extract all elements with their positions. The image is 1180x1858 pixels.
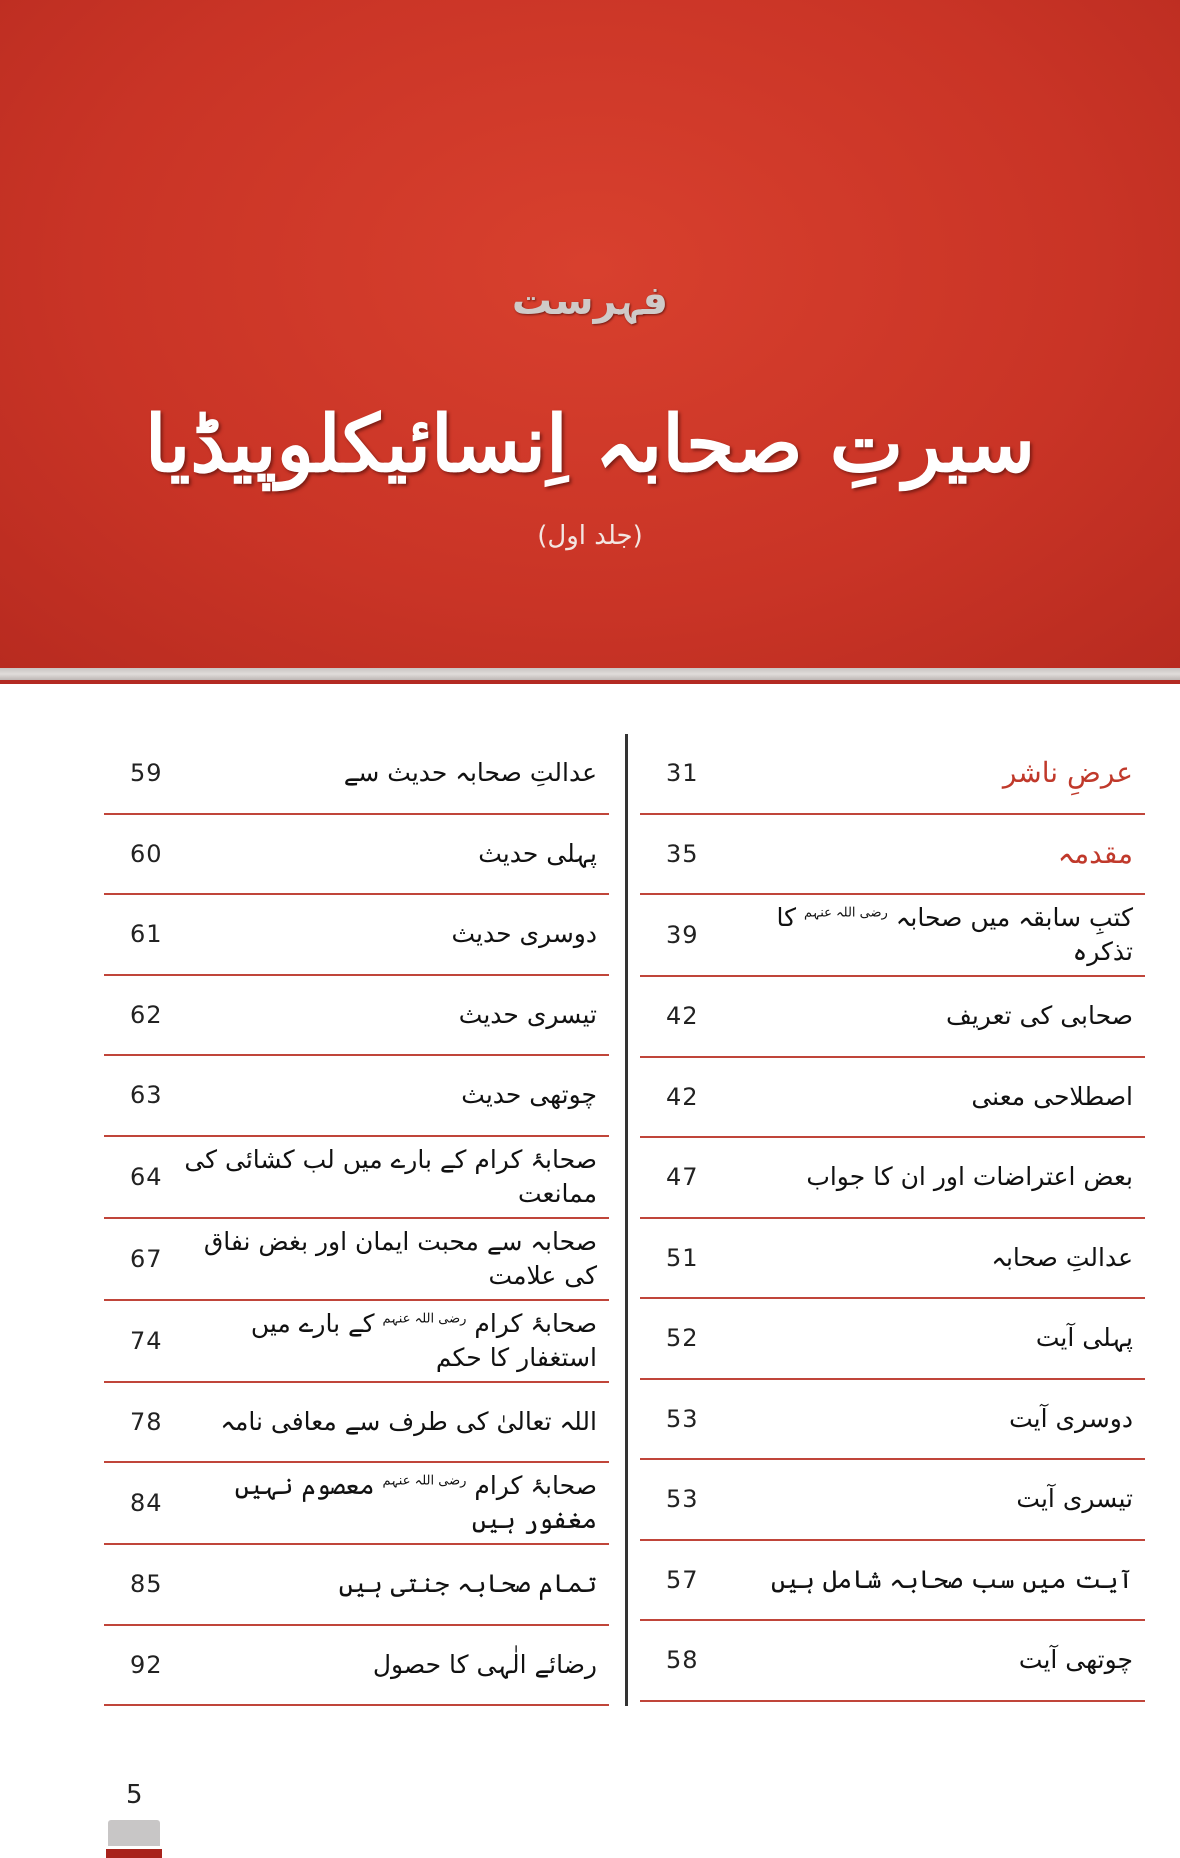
toc-entry[interactable]: [104, 1137, 609, 1219]
toc-entry-page: 64: [130, 1162, 163, 1191]
toc-entry-title: [176, 1307, 609, 1375]
entry-title-text: عدالتِ صحابہ حدیث سے: [343, 758, 597, 788]
page-tab-decoration: [108, 1820, 160, 1846]
entry-title-text: تمام صحابہ جنتی ہیں: [338, 1569, 597, 1599]
toc-entry-title: [712, 1080, 1145, 1114]
honorific: رضی اللہ عنہم: [382, 1473, 467, 1489]
toc-entry-title: [176, 1648, 609, 1682]
toc-entry-page: 59: [130, 759, 163, 788]
toc-entry[interactable]: [640, 1219, 1145, 1300]
header-banner: [0, 0, 1180, 668]
toc-entry-title: [712, 999, 1145, 1033]
toc-entry-title: [176, 756, 609, 790]
table-of-contents: [104, 734, 1145, 1706]
toc-entry-title: [712, 1402, 1145, 1436]
toc-entry[interactable]: [104, 1463, 609, 1545]
entry-title-text: چوتھی آیت: [1018, 1645, 1133, 1675]
toc-entry[interactable]: [104, 1383, 609, 1464]
toc-entry[interactable]: [640, 1058, 1145, 1139]
entry-title-text: صحابۂ کرام: [474, 1471, 597, 1500]
entry-title-text: مقدمہ: [1057, 836, 1133, 870]
toc-entry-title: [176, 837, 609, 871]
toc-entry-page: 62: [130, 1000, 163, 1029]
entry-title-text: دوسری آیت: [1009, 1403, 1133, 1433]
entry-title-text: اللہ تعالیٰ کی طرف سے معافی نامہ: [220, 1406, 597, 1436]
toc-entry-title: [712, 1241, 1145, 1275]
toc-entry-title: [712, 837, 1145, 871]
toc-entry-page: 58: [666, 1646, 699, 1675]
toc-entry-title: [712, 1321, 1145, 1355]
toc-entry-page: 42: [666, 1082, 699, 1111]
toc-entry-title: [176, 998, 609, 1032]
book-title: سیرتِ صحابہ اِنسائیکلوپیڈیا: [144, 399, 1036, 490]
toc-column-right: [640, 734, 1145, 1706]
toc-entry-page: 63: [130, 1081, 163, 1110]
toc-entry[interactable]: [640, 815, 1145, 896]
toc-entry-title: [176, 917, 609, 951]
toc-entry-page: 78: [130, 1407, 163, 1436]
toc-entry[interactable]: [640, 1541, 1145, 1622]
contents-label: فہرست: [511, 278, 669, 324]
toc-entry-page: 92: [130, 1650, 163, 1679]
honorific: رضی اللہ عنہم: [803, 905, 888, 921]
header-red-rule: [0, 680, 1180, 684]
toc-entry[interactable]: [640, 1380, 1145, 1461]
toc-entry[interactable]: [640, 1138, 1145, 1219]
column-divider: [625, 734, 628, 1706]
toc-entry[interactable]: [104, 1301, 609, 1383]
toc-entry-page: 31: [666, 759, 699, 788]
entry-title-end: معصوم نہیں مغفور ہیں: [234, 1471, 597, 1534]
toc-entry-page: 51: [666, 1243, 699, 1272]
toc-entry[interactable]: [104, 976, 609, 1057]
toc-entry[interactable]: [104, 1626, 609, 1707]
entry-title-end: کا تذکرہ: [776, 903, 1133, 966]
toc-entry-title: [712, 1482, 1145, 1516]
entry-title-text: پہلی آیت: [1035, 1323, 1133, 1353]
toc-entry-page: 61: [130, 920, 163, 949]
header-grey-band: [0, 668, 1180, 680]
toc-entry[interactable]: [640, 1621, 1145, 1702]
toc-entry-page: 84: [130, 1489, 163, 1517]
toc-entry-title: [712, 901, 1145, 969]
toc-entry-page: 74: [130, 1326, 163, 1355]
toc-entry-title: [712, 1563, 1145, 1597]
toc-entry[interactable]: [104, 895, 609, 976]
toc-entry-page: 35: [666, 839, 699, 868]
entry-title-text: دوسری حدیث: [451, 919, 597, 949]
toc-entry-page: 42: [666, 1002, 699, 1031]
toc-entry-title: [176, 1405, 609, 1439]
toc-entry[interactable]: [640, 734, 1145, 815]
toc-entry-title: [712, 756, 1145, 790]
entry-title-text: کتبِ سابقہ میں صحابہ: [895, 903, 1133, 932]
entry-title-text: اصطلاحی معنی: [971, 1081, 1133, 1111]
toc-entry[interactable]: [640, 895, 1145, 977]
entry-title-text: صحابہ سے محبت ایمان اور بغض نفاق کی علامت: [203, 1226, 597, 1290]
toc-column-left: [104, 734, 609, 1706]
toc-entry[interactable]: [104, 1219, 609, 1301]
entry-title-text: رضائے الٰہی کا حصول: [372, 1649, 597, 1679]
entry-title-text: صحابی کی تعریف: [945, 1001, 1133, 1031]
honorific: رضی اللہ عنہم: [382, 1311, 467, 1327]
toc-entry[interactable]: [104, 734, 609, 815]
entry-title-text: بعض اعتراضات اور ان کا جواب: [806, 1162, 1133, 1192]
entry-title-text: عرضِ ناشر: [1002, 756, 1133, 790]
entry-title-text: آیت میں سب صحابہ شامل ہیں: [771, 1564, 1133, 1594]
toc-entry-page: 67: [130, 1244, 163, 1273]
toc-entry-page: 57: [666, 1565, 699, 1594]
toc-entry-title: [176, 1469, 609, 1537]
entry-title-text: چوتھی حدیث: [461, 1080, 597, 1110]
toc-entry[interactable]: [104, 1545, 609, 1626]
page-number: 5: [126, 1780, 143, 1810]
toc-entry[interactable]: [104, 815, 609, 896]
toc-entry-page: 53: [666, 1404, 699, 1433]
toc-entry[interactable]: [640, 977, 1145, 1058]
toc-entry-page: 85: [130, 1570, 163, 1599]
entry-title-text: صحابۂ کرام: [474, 1308, 597, 1338]
toc-entry-title: [712, 1643, 1145, 1677]
entry-title-text: صحابۂ کرام کے بارے میں لب کشائی کی ممانعت: [184, 1144, 597, 1208]
toc-entry[interactable]: [640, 1460, 1145, 1541]
entry-title-end: کے بارے میں استغفار کا حکم: [250, 1308, 597, 1372]
toc-entry-title: [176, 1225, 609, 1293]
toc-entry[interactable]: [104, 1056, 609, 1137]
toc-entry[interactable]: [640, 1299, 1145, 1380]
toc-entry-page: 47: [666, 1163, 699, 1192]
toc-entry-page: 53: [666, 1485, 699, 1514]
entry-title-text: تیسری حدیث: [458, 999, 597, 1029]
toc-entry-title: [712, 1160, 1145, 1194]
toc-entry-title: [176, 1567, 609, 1601]
page-tab-red-decoration: [106, 1849, 162, 1858]
entry-title-text: عدالتِ صحابہ: [991, 1242, 1133, 1272]
volume-label: (جلد اول): [537, 521, 643, 551]
toc-entry-title: [176, 1143, 609, 1211]
toc-entry-page: 52: [666, 1324, 699, 1353]
toc-entry-page: 60: [130, 839, 163, 868]
toc-entry-title: [176, 1078, 609, 1112]
entry-title-text: پہلی حدیث: [478, 838, 597, 868]
entry-title-text: تیسری آیت: [1016, 1484, 1133, 1514]
toc-entry-page: 39: [666, 921, 699, 949]
